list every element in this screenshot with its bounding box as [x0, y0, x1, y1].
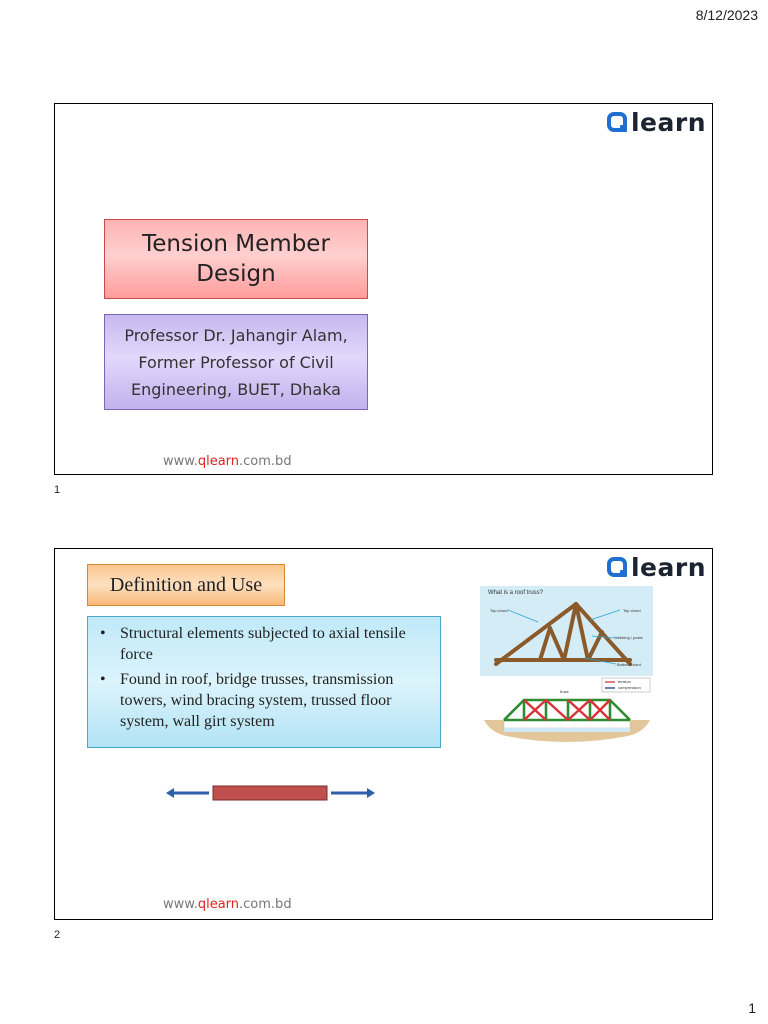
- qlearn-logo: [607, 108, 706, 137]
- label-bottom-chord: Bottom chord: [617, 662, 641, 667]
- slide-heading: Definition and Use: [87, 564, 285, 606]
- qlearn-logo: [607, 553, 706, 582]
- q-logo-icon: [607, 557, 629, 579]
- footer-url: www.qlearn.com.bd: [163, 897, 292, 912]
- bullet-item: • Structural elements subjected to axial tensile force: [96, 623, 432, 665]
- page-number: 1: [748, 1000, 756, 1016]
- right-arrow-icon: [331, 788, 375, 798]
- logo-text: learn: [630, 553, 706, 582]
- bridge-truss-figure: [480, 676, 653, 752]
- bullet-item: • Found in roof, bridge trusses, transmission towers, wind bracing system, trussed floor system, wall girt system: [96, 669, 432, 732]
- author-line-3: Engineering, BUET, Dhaka: [131, 379, 341, 399]
- author-line-2: Former Professor of Civil: [138, 352, 334, 372]
- q-logo-icon: [607, 112, 629, 134]
- author-line-1: Professor Dr. Jahangir Alam,: [124, 325, 348, 345]
- tension-member-diagram: [165, 783, 377, 803]
- tension-bar: [213, 786, 327, 800]
- print-date: 8/12/2023: [695, 7, 758, 23]
- slide-number-1: 1: [54, 484, 61, 496]
- slide-title: [104, 219, 368, 299]
- slide-number-2: 2: [54, 929, 61, 941]
- bridge-truss-label: truss: [560, 689, 569, 694]
- label-webbing: Webbing / posts: [614, 635, 643, 640]
- left-arrow-icon: [166, 788, 209, 798]
- roof-truss-figure: [480, 586, 653, 676]
- slide-1: [54, 103, 713, 475]
- slide-2: [54, 548, 713, 920]
- label-top-chord-right: Top chord: [623, 608, 641, 613]
- legend-tension: tension: [618, 679, 631, 684]
- label-top-chord-left: Top chord: [490, 608, 508, 613]
- roof-truss-title: What is a roof truss?: [488, 590, 544, 596]
- logo-text: learn: [630, 108, 706, 137]
- footer-url: www.qlearn.com.bd: [163, 454, 292, 469]
- title-line-1: Tension Member: [142, 231, 330, 257]
- author-box: [104, 314, 368, 410]
- legend-compression: compression: [618, 685, 641, 690]
- title-line-2: Design: [196, 261, 276, 287]
- bullet-list-box: [87, 616, 441, 748]
